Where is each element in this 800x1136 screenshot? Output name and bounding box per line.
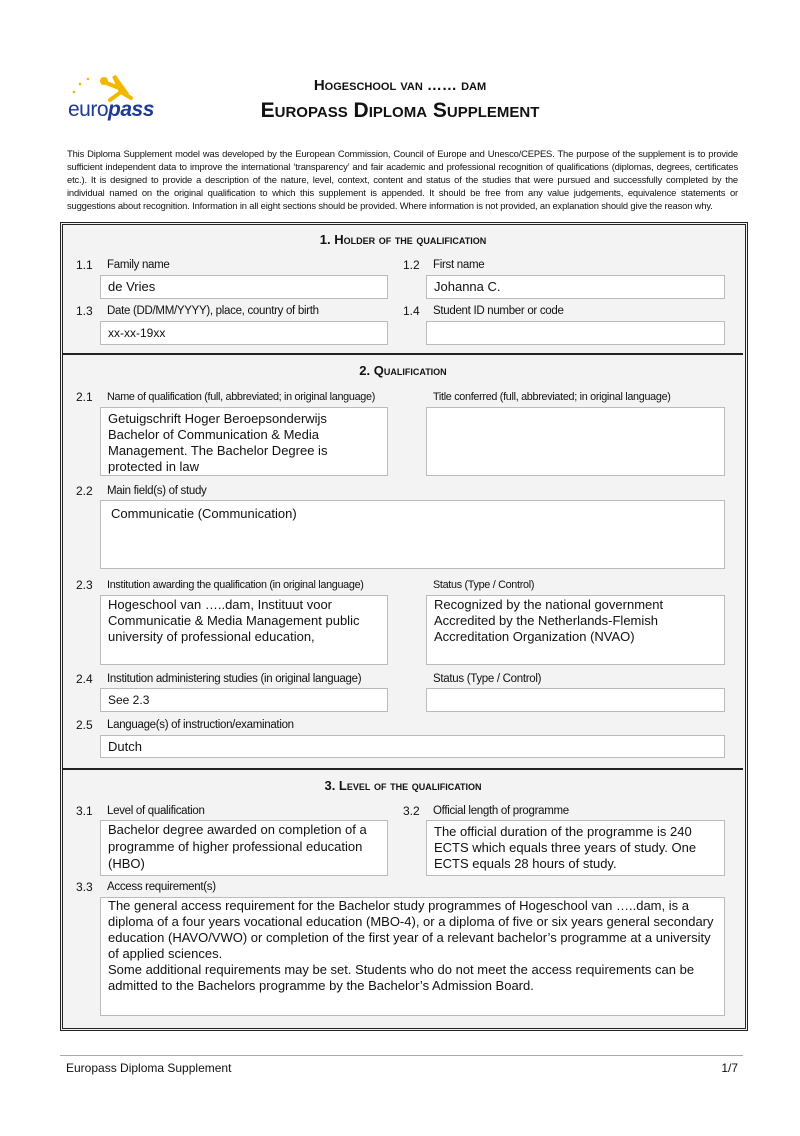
- access-requirements-field[interactable]: [100, 897, 725, 1016]
- level-field[interactable]: Bachelor degree awarded on completion of a programme of higher professional education (HBO): [100, 820, 388, 876]
- field-number: 2.1: [76, 390, 93, 404]
- access-requirements-paragraph: Some additional requirements may be set. Students who do not meet the access requirements can be admitted to the Bachelors programme by the Bachelor’s Admission Board.: [108, 962, 695, 993]
- logo-suffix: pass: [108, 98, 154, 121]
- page-number: 1/7: [721, 1061, 738, 1075]
- field-of-study-label: Main field(s) of study: [107, 485, 207, 497]
- field-number: 1.1: [76, 258, 93, 272]
- field-number: 2.3: [76, 578, 93, 592]
- europass-logo: [66, 72, 166, 132]
- student-id-label: Student ID number or code: [433, 305, 564, 317]
- language-label: Language(s) of instruction/examination: [107, 719, 294, 731]
- field-number: 1.2: [403, 258, 420, 272]
- logo-prefix: euro: [68, 98, 109, 121]
- family-name-label: Family name: [107, 259, 170, 271]
- title-conferred-label: Title conferred (full, abbreviated; in original language): [433, 391, 671, 403]
- family-name-field[interactable]: de Vries: [100, 275, 388, 299]
- field-number: 3.2: [403, 804, 420, 818]
- level-label: Level of qualification: [107, 805, 205, 817]
- awarding-status-field[interactable]: Recognized by the national government Accredited by the Netherlands-Flemish Accreditation Organization (NVAO): [426, 595, 725, 665]
- birth-date-label: Date (DD/MM/YYYY), place, country of birth: [107, 305, 319, 317]
- awarding-institution-field[interactable]: Hogeschool van …..dam, Instituut voor Communicatie & Media Management public university of professional education,: [100, 595, 388, 665]
- first-name-field[interactable]: Johanna C.: [426, 275, 725, 299]
- section-2-title: 2. Qualification: [359, 363, 447, 378]
- programme-length-label: Official length of programme: [433, 805, 569, 817]
- qualification-name-label: Name of qualification (full, abbreviated; in original language): [107, 391, 375, 403]
- administering-status-field[interactable]: [426, 688, 725, 712]
- document-title: Europass Diploma Supplement: [260, 99, 540, 122]
- section-divider: [63, 353, 743, 355]
- programme-length-field[interactable]: The official duration of the programme is 240 ECTS which equals three years of study. One ECTS equals 28 hours of study.: [426, 820, 725, 876]
- birth-date-field[interactable]: xx-xx-19xx: [100, 321, 388, 345]
- section-divider: [63, 768, 743, 770]
- footer-divider: [60, 1055, 743, 1056]
- field-number: 1.4: [403, 304, 420, 318]
- administering-institution-field[interactable]: See 2.3: [100, 688, 388, 712]
- access-requirements-label: Access requirement(s): [107, 881, 216, 893]
- student-id-field[interactable]: [426, 321, 725, 345]
- first-name-label: First name: [433, 259, 485, 271]
- administering-institution-label: Institution administering studies (in original language): [107, 673, 362, 685]
- institution-title: Hogeschool van …… dam: [313, 77, 487, 94]
- language-field[interactable]: Dutch: [100, 735, 725, 758]
- intro-text: This Diploma Supplement model was developed by the European Commission, Council of Europe and Unesco/CEPES. The purpose of the supplement is to provide sufficient independent data to improve the international ‘transparency’ and fair academic and professional recognition of qualifications (diplomas, degrees, certificates etc.). It is designed to provide a description of the nature, level, context, content and status of the studies that were pursued and successfully completed by the individual named on the original qualification to which this supplement is appended. It should be free from any value judgements, equivalence statements or suggestions about recognition. Information in all eight sections should be provided. Where information is not provided, an explanation should give the reason why.: [67, 148, 738, 211]
- title-conferred-field[interactable]: [426, 407, 725, 476]
- qualification-name-field[interactable]: Getuigschrift Hoger Beroepsonderwijs Bachelor of Communication & Media Management. The Bachelor Degree is protected in law: [100, 407, 388, 476]
- awarding-status-label: Status (Type / Control): [433, 579, 535, 591]
- field-number: 2.4: [76, 672, 93, 686]
- field-number: 1.3: [76, 304, 93, 318]
- awarding-institution-label: Institution awarding the qualification (in original language): [107, 579, 364, 591]
- field-number: 2.2: [76, 484, 93, 498]
- footer-title: Europass Diploma Supplement: [66, 1061, 232, 1075]
- field-number: 3.3: [76, 880, 93, 894]
- administering-status-label: Status (Type / Control): [433, 673, 542, 685]
- field-of-study-field[interactable]: Communicatie (Communication): [100, 500, 725, 569]
- field-number: 3.1: [76, 804, 93, 818]
- field-number: 2.5: [76, 718, 93, 732]
- section-3-title: 3. Level of the qualification: [324, 778, 482, 793]
- access-requirements-paragraph: The general access requirement for the Bachelor study programmes of Hogeschool van …..dam, is a diploma of a four years vocational education (MBO-4), or a diploma of five or six years general secondary education (HAVO/VWO) or completion of the first year of a relevant bachelor’s programme at a university of applied sciences.: [108, 898, 714, 961]
- section-1-title: 1. Holder of the qualification: [319, 232, 487, 247]
